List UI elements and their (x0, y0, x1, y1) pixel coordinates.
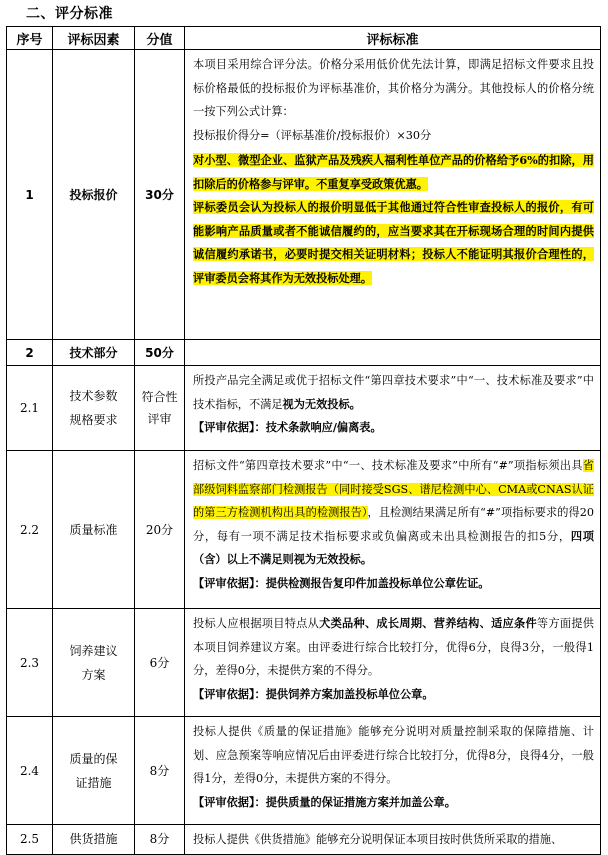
row-score: 6分 (135, 609, 185, 717)
table-row (7, 825, 601, 855)
criteria-highlight: 评标委员会认为投标人的报价明显低于其他通过符合性审查投标人的报价，有可能影响产品质量或者不能诚信履约的，应当要求其在开标现场合理的时间内提供诚信履约承诺书，必要时提交相关证明材料；投标人不能证明其报价合理性的，评审委员会将其作为无效投标处理。 (193, 200, 594, 285)
row-num: 2.5 (7, 825, 53, 855)
header-score: 分值 (135, 27, 185, 50)
factor-line: 方案 (81, 667, 106, 682)
criteria-text: 投标人提供《供货措施》能够充分说明保证本项目按时供货所采取的措施、 (193, 833, 563, 846)
criteria-formula: 投标报价得分=（评标基准价/投标报价）×30分 (193, 128, 432, 142)
row-num: 2 (7, 340, 53, 366)
row-criteria (185, 451, 601, 609)
score-line: 符合性 (141, 390, 178, 404)
factor-line: 证措施 (75, 775, 112, 790)
scoring-table (6, 26, 601, 855)
criteria-bold: 视为无效投标。 (282, 396, 361, 411)
score-line: 评审 (147, 412, 172, 426)
criteria-basis: 【评审依据】：提供检测报告复印件加盖投标单位公章佐证。 (193, 575, 490, 590)
table-header-row (7, 27, 601, 50)
row-num: 2.2 (7, 451, 53, 609)
criteria-text: ，且检测结果满足所有“#”项指标要求的得20分，每有一项不满足技术指标要求或负偏离或未出具检测报告的扣5分， (193, 506, 594, 543)
section-heading: 二、评分标准 (26, 6, 113, 22)
factor-line: 技术参数 (69, 389, 118, 403)
criteria-text: 招标文件“第四章技术要求”中“一、技术标准及要求”中所有“#”项指标须出具 (193, 459, 583, 472)
criteria-text: 投标人应根据项目特点从 (193, 617, 320, 630)
table-row (7, 451, 601, 609)
row-criteria (185, 609, 601, 717)
table-row (7, 609, 601, 717)
criteria-bold: 四项（含）以上不满足则视为无效投标。 (193, 528, 594, 566)
criteria-highlight: 省部级饲料监察部门检测报告（同时接受SGS、谱尼检测中心、CMA或CNAS认证的第三方检测机构出具的检测报告） (193, 459, 594, 519)
header-num: 序号 (7, 27, 53, 50)
row-criteria (185, 366, 601, 451)
header-factor: 评标因素 (53, 27, 135, 50)
criteria-basis: 【评审依据】：提供饲养方案加盖投标单位公章。 (193, 686, 434, 701)
row-criteria (185, 340, 601, 366)
row-score: 50分 (135, 340, 185, 366)
row-num: 2.4 (7, 717, 53, 825)
criteria-basis: 【评审依据】：技术条款响应/偏离表。 (193, 420, 382, 434)
row-num: 2.1 (7, 366, 53, 451)
row-score: 30分 (135, 50, 185, 340)
factor-line: 规格要求 (69, 413, 118, 427)
row-factor: 质量标准 (53, 451, 135, 609)
row-score: 20分 (135, 451, 185, 609)
table-row (7, 366, 601, 451)
factor-line: 饲养建议 (69, 643, 118, 658)
row-score: 8分 (135, 717, 185, 825)
row-score (135, 366, 185, 451)
row-num: 2.3 (7, 609, 53, 717)
header-criteria: 评标标准 (185, 27, 601, 50)
table-row (7, 717, 601, 825)
row-factor: 投标报价 (53, 50, 135, 340)
table-row (7, 340, 601, 366)
criteria-text: 等方面提供本项目饲养建议方案。由评委进行综合比较打分，优得6分，良得3分，一般得1分，差得0分，未提供方案的不得分。 (193, 617, 594, 677)
row-criteria (185, 717, 601, 825)
criteria-bold: 犬类品种、成长周期、营养结构、适应条件 (319, 616, 537, 630)
row-factor (53, 366, 135, 451)
criteria-text: 本项目采用综合评分法。价格分采用低价优先法计算，即满足招标文件要求且投标价格最低的投标报价为评标基准价，其价格分为满分。其他投标人的价格分统一按下列公式计算： (193, 58, 594, 118)
criteria-basis: 【评审依据】：提供质量的保证措施方案并加盖公章。 (193, 794, 456, 809)
table-row (7, 50, 601, 340)
criteria-text: 投标人提供《质量的保证措施》能够充分说明对质量控制采取的保障措施、计划、应急预案等响应情况后由评委进行综合比较打分，优得8分，良得4分，一般得1分，差得0分，未提供方案的不得分。 (193, 725, 594, 785)
row-factor (53, 609, 135, 717)
row-criteria (185, 50, 601, 340)
row-num: 1 (7, 50, 53, 340)
criteria-text: 所投产品完全满足或优于招标文件“第四章技术要求”中“一、技术标准及要求”中技术指标，不满足 (193, 374, 594, 411)
row-factor: 供货措施 (53, 825, 135, 855)
row-score: 8分 (135, 825, 185, 855)
factor-line: 质量的保 (69, 751, 118, 766)
criteria-highlight: 对小型、微型企业、监狱产品及残疾人福利性单位产品的价格给予6%的扣除，用扣除后的价格参与评审。不重复享受政策优惠。 (193, 153, 594, 191)
row-factor (53, 717, 135, 825)
row-factor: 技术部分 (53, 340, 135, 366)
row-criteria (185, 825, 601, 855)
